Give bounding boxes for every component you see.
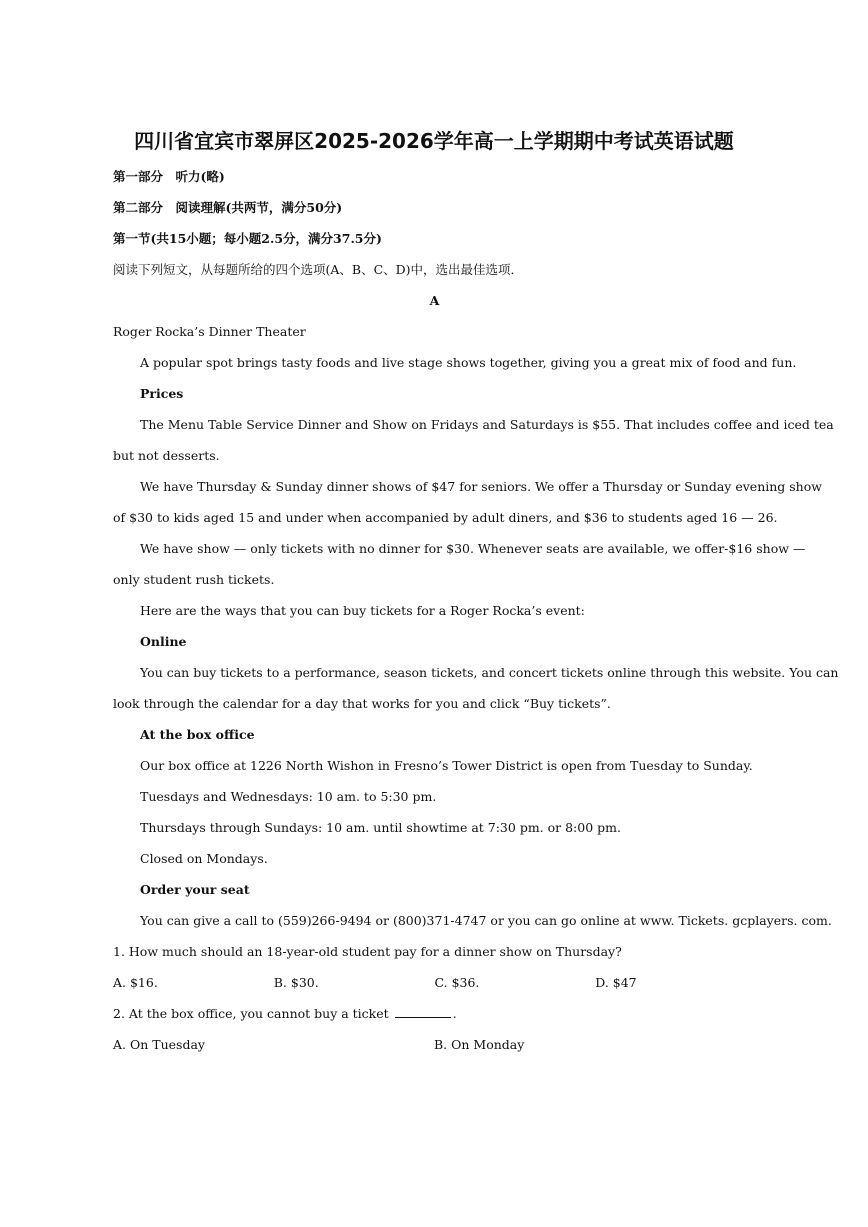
question-1-options bbox=[113, 967, 756, 998]
question-1-option-a[interactable]: A. $16. bbox=[113, 975, 158, 990]
box-office-hours-1: Tuesdays and Wednesdays: 10 am. to 5:30 pm. bbox=[140, 789, 437, 804]
box-office-hours-2: Thursdays through Sundays: 10 am. until showtime at 7:30 pm. or 8:00 pm. bbox=[140, 820, 621, 835]
prices-paragraph-2-line-2: of $30 to kids aged 15 and under when accompanied by adult diners, and $36 to students aged 16 — 26. bbox=[113, 510, 778, 525]
online-paragraph-line-1: You can buy tickets to a performance, season tickets, and concert tickets online through this website. You can bbox=[140, 665, 839, 680]
prices-heading: Prices bbox=[140, 386, 184, 401]
question-1-stem: 1. How much should an 18-year-old student pay for a dinner show on Thursday? bbox=[113, 944, 622, 959]
answer-blank bbox=[395, 1003, 451, 1018]
order-seat-paragraph: You can give a call to (559)266-9494 or (800)371-4747 or you can go online at www. Tickets. gcplayers. com. bbox=[140, 913, 832, 928]
question-1-option-d[interactable]: D. $47 bbox=[595, 975, 637, 990]
prices-paragraph-3-line-2: only student rush tickets. bbox=[113, 572, 275, 587]
question-2-stem-text: 2. At the box office, you cannot buy a ticket bbox=[113, 1006, 389, 1021]
question-1-option-c[interactable]: C. $36. bbox=[434, 975, 480, 990]
document-title: 四川省宜宾市翠屏区2025-2026学年高一上学期期中考试英语试题 bbox=[134, 129, 734, 153]
instruction-text: 阅读下列短文，从每题所给的四个选项(A、B、C、D)中，选出最佳选项． bbox=[113, 262, 524, 277]
box-office-paragraph: Our box office at 1226 North Wishon in Fresno’s Tower District is open from Tuesday to Sunday. bbox=[140, 758, 753, 773]
online-heading: Online bbox=[140, 634, 187, 649]
question-2-option-a[interactable]: A. On Tuesday bbox=[113, 1037, 205, 1052]
question-1-option-b[interactable]: B. $30. bbox=[273, 975, 319, 990]
prices-paragraph-1-line-1: The Menu Table Service Dinner and Show on Fridays and Saturdays is $55. That includes coffee and iced tea bbox=[140, 417, 834, 432]
document-body bbox=[113, 161, 839, 1060]
prices-paragraph-2-line-1: We have Thursday & Sunday dinner shows of $47 for seniors. We offer a Thursday or Sunday evening show bbox=[140, 479, 822, 494]
order-seat-heading: Order your seat bbox=[140, 882, 250, 897]
question-2-options bbox=[113, 1029, 756, 1060]
passage-letter: A bbox=[429, 293, 440, 308]
question-2-option-b[interactable]: B. On Monday bbox=[434, 1037, 525, 1052]
passage-intro: A popular spot brings tasty foods and live stage shows together, giving you a great mix of food and fun. bbox=[140, 355, 797, 370]
section1-heading: 第一节(共15小题；每小题2.5分，满分37.5分) bbox=[113, 231, 382, 246]
ways-text: Here are the ways that you can buy tickets for a Roger Rocka’s event: bbox=[140, 603, 585, 618]
part1-heading: 第一部分 听力(略) bbox=[113, 169, 225, 184]
passage-heading: Roger Rocka’s Dinner Theater bbox=[113, 324, 306, 339]
prices-paragraph-1-line-2: but not desserts. bbox=[113, 448, 220, 463]
question-2-stem-end: . bbox=[452, 1006, 457, 1021]
part2-heading: 第二部分 阅读理解(共两节，满分50分) bbox=[113, 200, 343, 215]
question-2-stem bbox=[113, 998, 756, 1029]
box-office-heading: At the box office bbox=[140, 727, 255, 742]
box-office-hours-3: Closed on Mondays. bbox=[140, 851, 268, 866]
online-paragraph-line-2: look through the calendar for a day that works for you and click “Buy tickets”. bbox=[113, 696, 611, 711]
prices-paragraph-3-line-1: We have show — only tickets with no dinner for $30. Whenever seats are available, we offer-$16 show — bbox=[140, 541, 806, 556]
